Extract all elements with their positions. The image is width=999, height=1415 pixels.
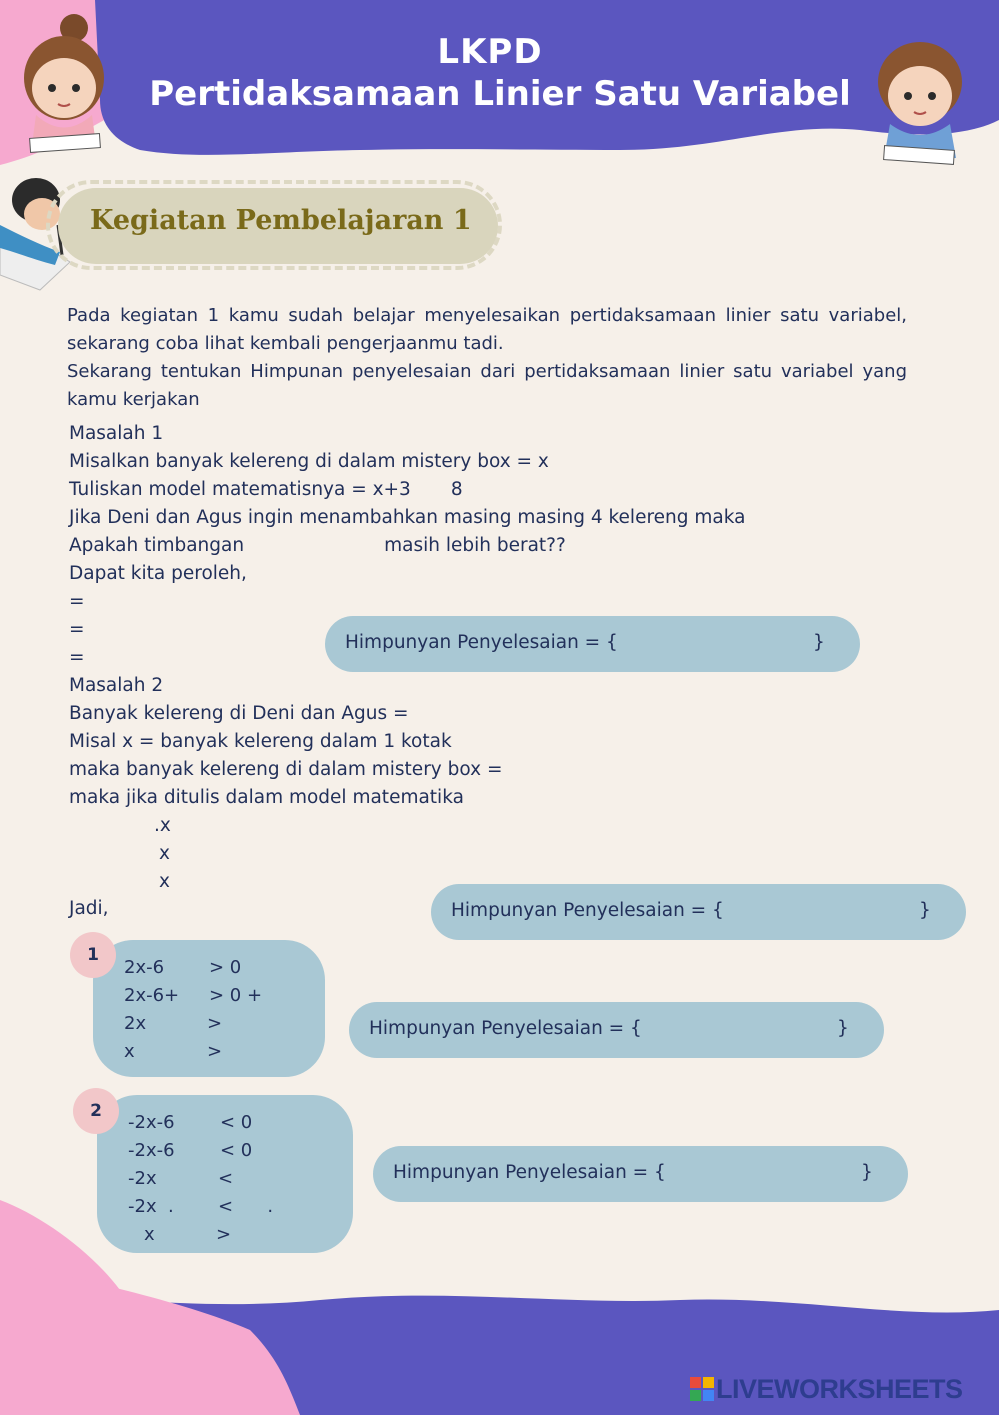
masalah1-line4 <box>69 532 566 560</box>
soal2-row5-right: > <box>216 1224 232 1245</box>
masalah1-line1: Misalkan banyak kelereng di dalam mistery box = x <box>69 451 549 472</box>
masalah2-line2: Misal x = banyak kelereng dalam 1 kotak <box>69 731 452 752</box>
masalah2-line1: Banyak kelereng di Deni dan Agus = <box>69 703 409 724</box>
soal2-row3-left: -2x <box>128 1168 157 1189</box>
soal2-row5-left: x <box>144 1224 155 1245</box>
soal1-row2-left: 2x-6+ <box>124 985 180 1006</box>
liveworksheets-brand[interactable] <box>690 1374 963 1405</box>
soal2-row1-right: < 0 <box>220 1112 253 1133</box>
soal2-row4-right: < . <box>218 1196 274 1217</box>
solution-set-label: Himpunyan Penyelesaian = { <box>451 900 724 921</box>
intro-paragraph-2: Sekarang tentukan Himpunan penyelesaian dari pertidaksamaan linier satu variabel yang kamu kerjakan <box>67 361 907 410</box>
masalah2-conclusion: Jadi, <box>69 898 109 919</box>
masalah1-model-value: 8 <box>450 479 463 500</box>
masalah1-question-a: Apakah timbangan <box>69 535 245 556</box>
masalah1-line3: Jika Deni dan Agus ingin menambahkan masing masing 4 kelereng maka <box>69 507 746 528</box>
solution-set-close: } <box>861 1162 873 1183</box>
masalah1-heading: Masalah 1 <box>69 423 164 444</box>
intro-paragraph-1: Pada kegiatan 1 kamu sudah belajar menyelesaikan pertidaksamaan linier satu variabel, sekarang coba lihat kembali pengerjaanmu tadi. <box>67 305 907 354</box>
masalah2-line4: maka jika ditulis dalam model matematika <box>69 787 464 808</box>
worksheet-subtitle: Pertidaksamaan Linier Satu Variabel <box>149 74 851 114</box>
masalah1-solution-set[interactable] <box>325 616 860 672</box>
masalah2-x1: .x <box>154 815 171 836</box>
liveworksheets-text: LIVEWORKSHEETS <box>716 1374 963 1404</box>
soal1-row4-left: x <box>124 1041 135 1062</box>
soal1-row3-right: > <box>207 1013 223 1034</box>
section-title: Kegiatan Pembelajaran 1 <box>90 205 472 236</box>
soal2-row2-left: -2x-6 <box>128 1140 175 1161</box>
solution-set-close: } <box>837 1018 849 1039</box>
solution-set-label: Himpunyan Penyelesaian = { <box>345 632 618 653</box>
masalah1-question-b: masih lebih berat?? <box>384 535 566 556</box>
soal2-row1-left: -2x-6 <box>128 1112 175 1133</box>
solution-set-label: Himpunyan Penyelesaian = { <box>393 1162 666 1183</box>
soal1-solution-set[interactable] <box>349 1002 884 1058</box>
masalah2-heading: Masalah 2 <box>69 675 164 696</box>
worksheet-title: LKPD <box>437 32 543 72</box>
masalah2-x2: x <box>159 843 170 864</box>
soal1-row2-right: > 0 + <box>209 985 263 1006</box>
masalah1-eq2: = <box>69 619 85 640</box>
masalah1-eq3: = <box>69 647 85 668</box>
masalah1-line2 <box>69 476 463 504</box>
soal1-row3-left: 2x <box>124 1013 147 1034</box>
soal1-row1-right: > 0 <box>209 957 242 978</box>
soal2-solution-set[interactable] <box>373 1146 908 1202</box>
masalah1-line5: Dapat kita peroleh, <box>69 563 247 584</box>
soal1-row4-right: > <box>207 1041 223 1062</box>
masalah2-x3: x <box>159 871 170 892</box>
liveworksheets-logo-icon <box>690 1377 714 1401</box>
solution-set-label: Himpunyan Penyelesaian = { <box>369 1018 642 1039</box>
masalah2-line3: maka banyak kelereng di dalam mistery box = <box>69 759 503 780</box>
masalah1-model: Tuliskan model matematisnya = x+3 <box>69 479 411 500</box>
soal1-row1-left: 2x-6 <box>124 957 165 978</box>
soal2-row3-right: < <box>218 1168 234 1189</box>
soal2-row2-right: < 0 <box>220 1140 253 1161</box>
soal1-number-badge: 1 <box>70 932 116 978</box>
soal2-row4-left: -2x . <box>128 1196 174 1217</box>
masalah1-eq1: = <box>69 591 85 612</box>
solution-set-close: } <box>919 900 931 921</box>
solution-set-close: } <box>813 632 825 653</box>
masalah2-solution-set[interactable] <box>431 884 966 940</box>
soal2-number-badge: 2 <box>73 1088 119 1134</box>
